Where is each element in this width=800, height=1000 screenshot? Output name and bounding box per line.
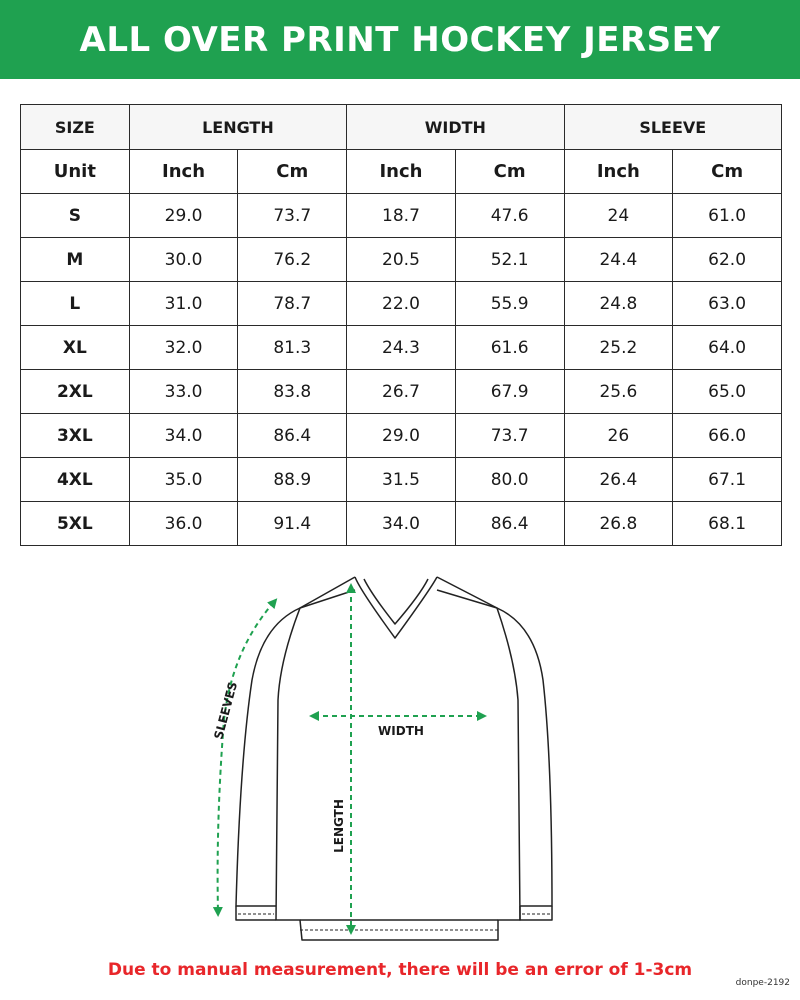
value-cell: 91.4 xyxy=(238,502,347,546)
value-cell: 34.0 xyxy=(347,502,456,546)
value-cell: 34.0 xyxy=(129,414,238,458)
size-chart-table xyxy=(20,104,782,546)
unit-cell: Inch xyxy=(347,150,456,194)
value-cell: 78.7 xyxy=(238,282,347,326)
value-cell: 26.8 xyxy=(564,502,673,546)
length-label: LENGTH xyxy=(332,799,346,853)
value-cell: 47.6 xyxy=(455,194,564,238)
size-cell: 4XL xyxy=(21,458,130,502)
width-header: WIDTH xyxy=(347,105,564,150)
unit-cell: Cm xyxy=(238,150,347,194)
table-row xyxy=(21,502,782,546)
size-cell: XL xyxy=(21,326,130,370)
jersey-diagram xyxy=(0,560,800,950)
table-row xyxy=(21,370,782,414)
value-cell: 68.1 xyxy=(673,502,782,546)
value-cell: 29.0 xyxy=(347,414,456,458)
title-banner xyxy=(0,0,800,79)
value-cell: 30.0 xyxy=(129,238,238,282)
length-header: LENGTH xyxy=(129,105,346,150)
table-row xyxy=(21,238,782,282)
value-cell: 18.7 xyxy=(347,194,456,238)
value-cell: 20.5 xyxy=(347,238,456,282)
value-cell: 26 xyxy=(564,414,673,458)
value-cell: 64.0 xyxy=(673,326,782,370)
value-cell: 86.4 xyxy=(455,502,564,546)
value-cell: 52.1 xyxy=(455,238,564,282)
value-cell: 66.0 xyxy=(673,414,782,458)
value-cell: 29.0 xyxy=(129,194,238,238)
value-cell: 24.3 xyxy=(347,326,456,370)
value-cell: 62.0 xyxy=(673,238,782,282)
value-cell: 24.4 xyxy=(564,238,673,282)
size-header: SIZE xyxy=(21,105,130,150)
value-cell: 24.8 xyxy=(564,282,673,326)
value-cell: 83.8 xyxy=(238,370,347,414)
value-cell: 73.7 xyxy=(238,194,347,238)
measure-arrows xyxy=(218,588,482,930)
value-cell: 24 xyxy=(564,194,673,238)
table-row xyxy=(21,326,782,370)
unit-cell: Inch xyxy=(129,150,238,194)
value-cell: 86.4 xyxy=(238,414,347,458)
value-cell: 25.6 xyxy=(564,370,673,414)
sleeves-label: SLEEVES xyxy=(211,680,241,741)
value-cell: 76.2 xyxy=(238,238,347,282)
value-cell: 61.6 xyxy=(455,326,564,370)
product-code: donpe-2192 xyxy=(735,978,790,988)
value-cell: 25.2 xyxy=(564,326,673,370)
table-row xyxy=(21,458,782,502)
value-cell: 26.7 xyxy=(347,370,456,414)
size-cell: S xyxy=(21,194,130,238)
sleeve-header: SLEEVE xyxy=(564,105,781,150)
size-cell: L xyxy=(21,282,130,326)
value-cell: 32.0 xyxy=(129,326,238,370)
table-row xyxy=(21,194,782,238)
unit-row xyxy=(21,150,782,194)
value-cell: 26.4 xyxy=(564,458,673,502)
size-cell: 2XL xyxy=(21,370,130,414)
jersey-outline xyxy=(236,577,552,940)
value-cell: 33.0 xyxy=(129,370,238,414)
value-cell: 31.5 xyxy=(347,458,456,502)
page-title: ALL OVER PRINT HOCKEY JERSEY xyxy=(79,19,721,60)
value-cell: 67.9 xyxy=(455,370,564,414)
value-cell: 65.0 xyxy=(673,370,782,414)
value-cell: 22.0 xyxy=(347,282,456,326)
table-row xyxy=(21,282,782,326)
table-header-row xyxy=(21,105,782,150)
table-row xyxy=(21,414,782,458)
size-cell: 3XL xyxy=(21,414,130,458)
unit-label: Unit xyxy=(21,150,130,194)
value-cell: 61.0 xyxy=(673,194,782,238)
value-cell: 36.0 xyxy=(129,502,238,546)
size-cell: M xyxy=(21,238,130,282)
value-cell: 73.7 xyxy=(455,414,564,458)
value-cell: 31.0 xyxy=(129,282,238,326)
sleeves-arrow xyxy=(218,602,274,912)
width-label: WIDTH xyxy=(378,724,424,738)
value-cell: 88.9 xyxy=(238,458,347,502)
unit-cell: Cm xyxy=(455,150,564,194)
size-cell: 5XL xyxy=(21,502,130,546)
value-cell: 35.0 xyxy=(129,458,238,502)
measurement-note: Due to manual measurement, there will be an error of 1-3cm xyxy=(107,960,693,980)
value-cell: 67.1 xyxy=(673,458,782,502)
value-cell: 80.0 xyxy=(455,458,564,502)
unit-cell: Inch xyxy=(564,150,673,194)
value-cell: 63.0 xyxy=(673,282,782,326)
unit-cell: Cm xyxy=(673,150,782,194)
value-cell: 81.3 xyxy=(238,326,347,370)
value-cell: 55.9 xyxy=(455,282,564,326)
